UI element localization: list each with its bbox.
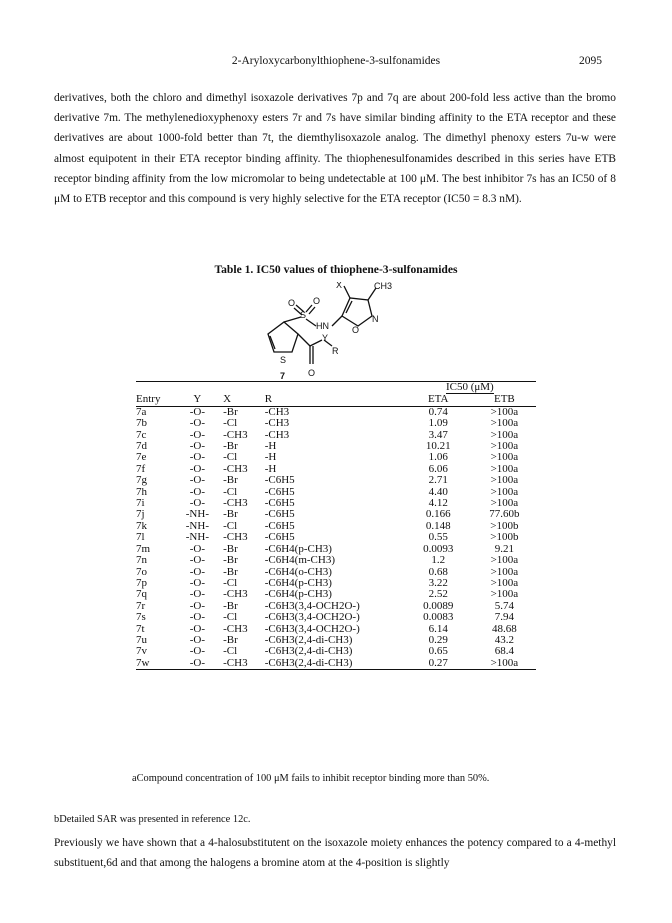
cell-x: -Cl [223,645,238,658]
cell-etb: >100b [490,531,519,544]
atom-label: HN [316,321,329,331]
cell-r: -C6H3(3,4-OCH2O-) [264,622,360,635]
cell-entry: 7q [136,588,147,601]
cell-r: -C6H4(m-CH3) [264,554,335,567]
footnote-a: aCompound concentration of 100 μM fails to inhibit receptor binding more than 50%. [132,773,490,784]
cell-r: -C6H5 [264,497,295,510]
table-body [136,406,536,669]
cell-etb: >100a [490,565,519,578]
cell-r: -C6H3(2,4-di-CH3) [265,658,404,670]
cell-x: -CH3 [219,658,265,670]
ic50-table [136,381,536,670]
cell-x: -Br [223,440,238,453]
cell-etb: >100a [490,405,519,418]
cell-x: -Br [223,542,238,555]
cell-entry: 7e [136,451,147,464]
cell-entry: 7m [136,542,151,555]
cell-entry: 7t [136,622,145,635]
cell-r: -C6H5 [264,474,295,487]
cell-y: -O- [189,622,206,635]
cell-y: -O- [189,611,206,624]
cell-x: -Cl [223,576,238,589]
atom-label: S [280,355,287,365]
cell-entry: 7l [136,531,145,544]
cell-r: -C6H3(2,4-di-CH3) [264,633,353,646]
cell-etb: 9.21 [494,542,514,555]
cell-etb: 48.68 [491,622,517,635]
cell-y: -O- [189,542,206,555]
cell-r: -C6H3(3,4-OCH2O-) [264,611,360,624]
cell-eta: 2.71 [428,474,448,487]
footnote-b: bDetailed SAR was presented in reference 12c. [54,814,251,825]
cell-entry: 7j [136,508,145,521]
cell-x: -Br [223,633,238,646]
cell-y: -O- [189,565,206,578]
atom-label: Y [322,333,329,343]
cell-etb: 68.4 [494,645,514,658]
col-header-y: Y [176,394,220,406]
cell-entry: 7f [136,462,146,475]
running-title: 2-Aryloxycarbonylthiophene-3-sulfonamides [231,55,441,67]
cell-x: -Br [223,599,238,612]
running-head [0,55,672,71]
cell-y: -O- [189,474,206,487]
cell-entry: 7h [136,485,147,498]
col-header-x: X [219,394,265,406]
cell-y: -O- [189,440,206,453]
cell-r: -C6H5 [264,531,295,544]
cell-eta: 0.148 [425,519,451,532]
cell-x: -Br [223,474,238,487]
cell-x: -CH3 [223,531,248,544]
cell-y: -O- [189,576,206,589]
table-row [136,658,536,670]
cell-eta: 3.22 [428,576,448,589]
cell-etb: >100a [490,417,519,430]
table-title: Table 1. IC50 values of thiophene-3-sulfonamides [214,263,458,276]
cell-etb: >100a [490,485,519,498]
cell-etb: >100a [490,428,519,441]
cell-etb: >100a [473,658,536,670]
cell-etb: >100a [490,554,519,567]
cell-eta: 2.52 [428,588,448,601]
body-paragraph-1: derivatives, both the chloro and dimethyl isoxazole derivatives 7p and 7q are about 200-fold less active than the bromo derivative 7m. The methylenedioxyphenoxy esters 7r and 7s have similar binding affinity to the ETA receptor and these derivatives are about 1000-fold better than 7t, the diemthylisoxazole analog. The dimethyl phenoxy esters 7u-w were almost equipotent in their ETA receptor binding affinity. The thiophenesulfonamides described in this series have ETB receptor binding affinity from the low micromolar to being undetectable at 100 μM. The best inhibitor 7s has an IC50 of 8 μM to ETB receptor and this compound is very highly selective for the ETA receptor (IC50 = 8.3 nM). [54,92,616,206]
atom-label: N [372,314,379,324]
table-row [136,532,536,543]
atom-label: O [352,325,360,335]
cell-eta: 0.0083 [423,611,454,624]
cell-etb: >100b [490,519,519,532]
cell-y: -O- [176,658,220,670]
cell-eta: 6.14 [428,622,448,635]
body-paragraph-2: Previously we have shown that a 4-halosubstitutent on the isoxazole moiety enhances the potency compared to a 4-methyl substituent,6d and that among the halogens a bromine atom at the 4-position is slightly [54,837,616,870]
table-row [136,589,536,600]
atom-label: CH3 [374,282,393,291]
atom-label: X [336,282,343,290]
cell-entry: 7d [136,440,147,453]
cell-entry: 7u [136,633,147,646]
col-header-entry: Entry [136,394,176,406]
chemical-structure-7 [236,282,436,382]
cell-x: -Br [223,508,238,521]
cell-entry: 7b [136,417,147,430]
cell-x: -Cl [223,519,238,532]
cell-entry: 7i [136,497,145,510]
cell-y: -O- [189,588,206,601]
cell-eta: 1.06 [428,451,448,464]
cell-eta: 0.27 [404,658,473,670]
cell-y: -O- [189,633,206,646]
cell-x: -Cl [223,611,238,624]
cell-entry: 7v [136,645,147,658]
page-number: 2095 [579,55,602,67]
cell-y: -O- [189,599,206,612]
atom-label: O [313,296,321,306]
cell-etb: 7.94 [494,611,514,624]
cell-r: -C6H3(3,4-OCH2O-) [264,599,360,612]
cell-y: -NH- [185,531,209,544]
cell-r: -C6H5 [264,519,295,532]
cell-x: -CH3 [223,462,248,475]
cell-etb: 5.74 [494,599,514,612]
cell-eta: 4.12 [428,497,448,510]
cell-r: -H [264,462,277,475]
cell-etb: 43.2 [494,633,514,646]
atom-label: R [332,346,339,356]
cell-r: -H [264,440,277,453]
cell-r: -C6H4(p-CH3) [264,576,332,589]
cell-eta: 0.68 [428,565,448,578]
table-row [136,475,536,486]
cell-eta: 0.65 [428,645,448,658]
cell-y: -O- [189,428,206,441]
cell-etb: >100a [490,588,519,601]
cell-etb: 77.60b [489,508,520,521]
cell-y: -O- [189,497,206,510]
cell-etb: >100a [490,474,519,487]
cell-y: -O- [189,451,206,464]
cell-eta: 0.166 [425,508,451,521]
cell-x: -Br [223,405,238,418]
cell-eta: 0.0093 [423,542,454,555]
cell-eta: 1.09 [428,417,448,430]
cell-eta: 1.2 [431,554,446,567]
cell-etb: >100a [490,462,519,475]
cell-x: -Br [223,554,238,567]
cell-entry: 7g [136,474,147,487]
cell-x: -Cl [223,417,238,430]
cell-r: -C6H5 [264,508,295,521]
cell-eta: 4.40 [428,485,448,498]
cell-y: -O- [189,417,206,430]
cell-entry: 7r [136,599,146,612]
table-row [136,418,536,429]
cell-x: -Br [223,565,238,578]
cell-y: -O- [189,645,206,658]
cell-etb: >100a [490,576,519,589]
cell-entry: 7o [136,565,147,578]
cell-eta: 3.47 [428,428,448,441]
cell-r: -CH3 [264,417,290,430]
cell-etb: >100a [490,440,519,453]
cell-eta: 0.74 [428,405,448,418]
cell-r: -C6H4(p-CH3) [264,588,332,601]
cell-y: -O- [189,485,206,498]
cell-x: -CH3 [223,497,248,510]
cell-x: -CH3 [223,622,248,635]
atom-label: O [288,298,296,308]
cell-entry: 7k [136,519,147,532]
cell-y: -O- [189,405,206,418]
cell-r: -C6H4(o-CH3) [264,565,332,578]
compound-label: 7 [280,371,286,381]
table-row [136,555,536,566]
cell-x: -CH3 [223,588,248,601]
cell-entry: 7c [136,428,147,441]
cell-eta: 0.0089 [423,599,454,612]
cell-entry: 7s [136,611,146,624]
cell-r: -C6H4(p-CH3) [264,542,332,555]
col-header-eta: ETA [404,394,473,406]
cell-entry: 7n [136,554,147,567]
col-header-r: R [265,394,404,406]
table-row [136,612,536,623]
cell-eta: 0.29 [428,633,448,646]
cell-entry: 7p [136,576,147,589]
cell-y: -NH- [185,519,209,532]
cell-y: -O- [189,554,206,567]
atom-label: S [300,310,307,320]
cell-r: -C6H3(2,4-di-CH3) [264,645,353,658]
col-header-etb: ETB [473,394,536,406]
cell-y: -NH- [185,508,209,521]
cell-eta: 6.06 [428,462,448,475]
cell-r: -CH3 [264,428,290,441]
cell-x: -Cl [223,485,238,498]
cell-r: -H [264,451,277,464]
cell-x: -Cl [223,451,238,464]
cell-r: -CH3 [264,405,290,418]
cell-eta: 10.21 [425,440,451,453]
cell-x: -CH3 [223,428,248,441]
cell-entry: 7a [136,405,147,418]
cell-etb: >100a [490,497,519,510]
atom-label: O [308,368,316,378]
cell-r: -C6H5 [264,485,295,498]
cell-eta: 0.55 [428,531,448,544]
cell-entry: 7w [136,658,176,670]
cell-y: -O- [189,462,206,475]
cell-etb: >100a [490,451,519,464]
ic50-header: IC50 (μM) [445,381,494,393]
